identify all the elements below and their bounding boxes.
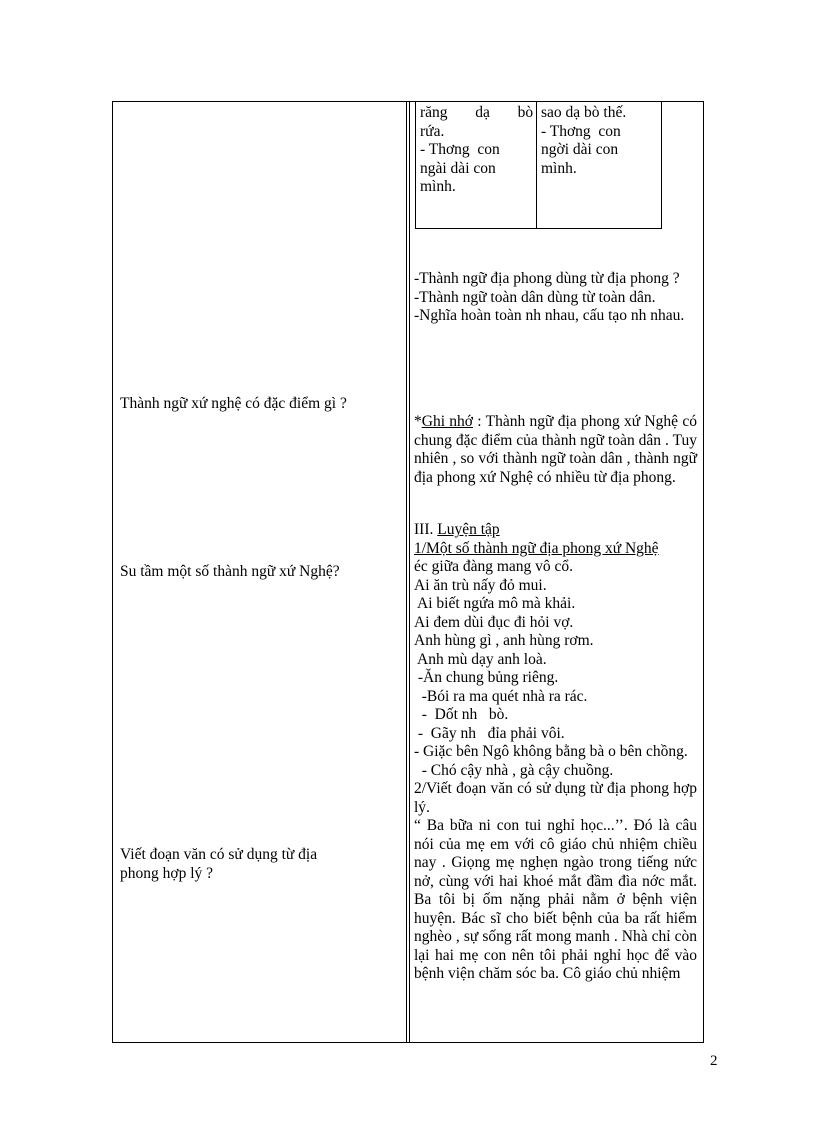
column-divider-inner — [409, 101, 410, 1043]
proverb: Anh hùng gì , anh hùng rơm. — [414, 632, 594, 649]
inner-left-line: răng dạ bò — [420, 104, 534, 121]
proverb: Ai biết ngứa mô mà khải. — [414, 595, 576, 612]
section-prefix: III. — [414, 521, 438, 538]
page-number: 2 — [710, 1053, 718, 1069]
analysis-item: -Thành ngữ địa phong dùng từ địa phong ? — [414, 270, 680, 287]
inner-right-line: ngời dài con — [541, 141, 619, 158]
inner-left-line: - Thơng con — [420, 141, 500, 158]
proverb: Ai đem dùi đục đi hỏi vợ. — [414, 613, 574, 631]
inner-right-line: sao dạ bò thế. — [541, 104, 627, 121]
analysis-block — [414, 270, 697, 326]
exercise-1-title: 1/Một số thành ngữ địa phong xứ Nghệ — [414, 539, 659, 557]
question-collect-idioms: Su tầm một số thành ngữ xứ Nghệ? — [120, 563, 340, 580]
practice-section — [414, 521, 697, 982]
proverb: Ai ăn trù nấy đỏ mui. — [414, 576, 547, 594]
inner-right-line: - Thơng con — [541, 122, 621, 140]
inner-left-line: ngài dài con — [420, 159, 496, 177]
proverb: -Ăn chung bủng riêng. — [414, 669, 559, 686]
note-block — [414, 413, 697, 487]
analysis-item: -Thành ngữ toàn dân dùng từ toàn dân. — [414, 288, 656, 306]
inner-left-line: rứa. — [420, 122, 445, 140]
proverb: - Chó cậy nhà , gà cậy chuồng. — [414, 761, 614, 779]
exercise-2-title: 2/Viết đoạn văn có sử dụng từ địa phong hợp lý. — [414, 780, 697, 816]
inner-cell-left — [420, 104, 534, 197]
question-line: phong hợp lý ? — [120, 864, 214, 882]
proverb: éc giữa đàng mang vô cổ. — [414, 558, 574, 575]
proverb: Anh mù dạy anh loà. — [414, 650, 547, 668]
section-title: Luyện tập — [437, 521, 500, 538]
proverb: - Giặc bên Ngô không bằng bà o bên chồng. — [414, 743, 688, 760]
question-write-paragraph — [120, 846, 317, 883]
question-characteristics: Thành ngữ xứ nghệ có đặc điểm gì ? — [120, 395, 347, 412]
analysis-item: -Nghĩa hoàn toàn nh nhau, cấu tạo nh nhau. — [414, 307, 685, 324]
column-divider — [406, 101, 407, 1043]
inner-table-divider — [536, 101, 537, 229]
inner-right-line: mình. — [541, 159, 577, 177]
proverb: - Dốt nh bò. — [414, 706, 509, 723]
section-heading — [414, 521, 697, 540]
proverb: - Gãy nh đỉa phải vôi. — [414, 724, 565, 742]
note-text: : Thành ngữ địa phong xứ Nghệ có chung đặc điểm của thành ngữ toàn dân . Tuy nhiên , so với thành ngữ toàn dân , thành ngữ địa phong xứ Nghệ có nhiều từ địa phong. — [414, 413, 697, 486]
note-star: * — [414, 413, 422, 430]
inner-cell-right — [541, 104, 659, 178]
sample-paragraph: “ Ba bữa ni con tui nghỉ học...’’. Đó là câu nói của mẹ em với cô giáo chủ nhiệm chiều nay . Giọng mẹ nghẹn ngào trong tiếng nức nở, cùng với hai khoé mắt đầm đìa nớc mắt. Ba tôi bị ốm nặng phải nằm ở bệnh viện huyện. Bác sĩ cho biết bệnh của ba rất hiểm nghèo , sự sống rất mong manh . Nhà chỉ còn lại hai mẹ con nên tôi phải nghỉ học để vào bệnh viện chăm sóc ba. Cô giáo chủ nhiệm — [414, 817, 697, 982]
note-label: Ghi nhớ — [421, 413, 473, 430]
question-line: Viết đoạn văn có sử dụng từ địa — [120, 846, 318, 863]
proverb: -Bói ra ma quét nhà ra rác. — [414, 687, 588, 705]
inner-left-line: mình. — [420, 178, 456, 195]
